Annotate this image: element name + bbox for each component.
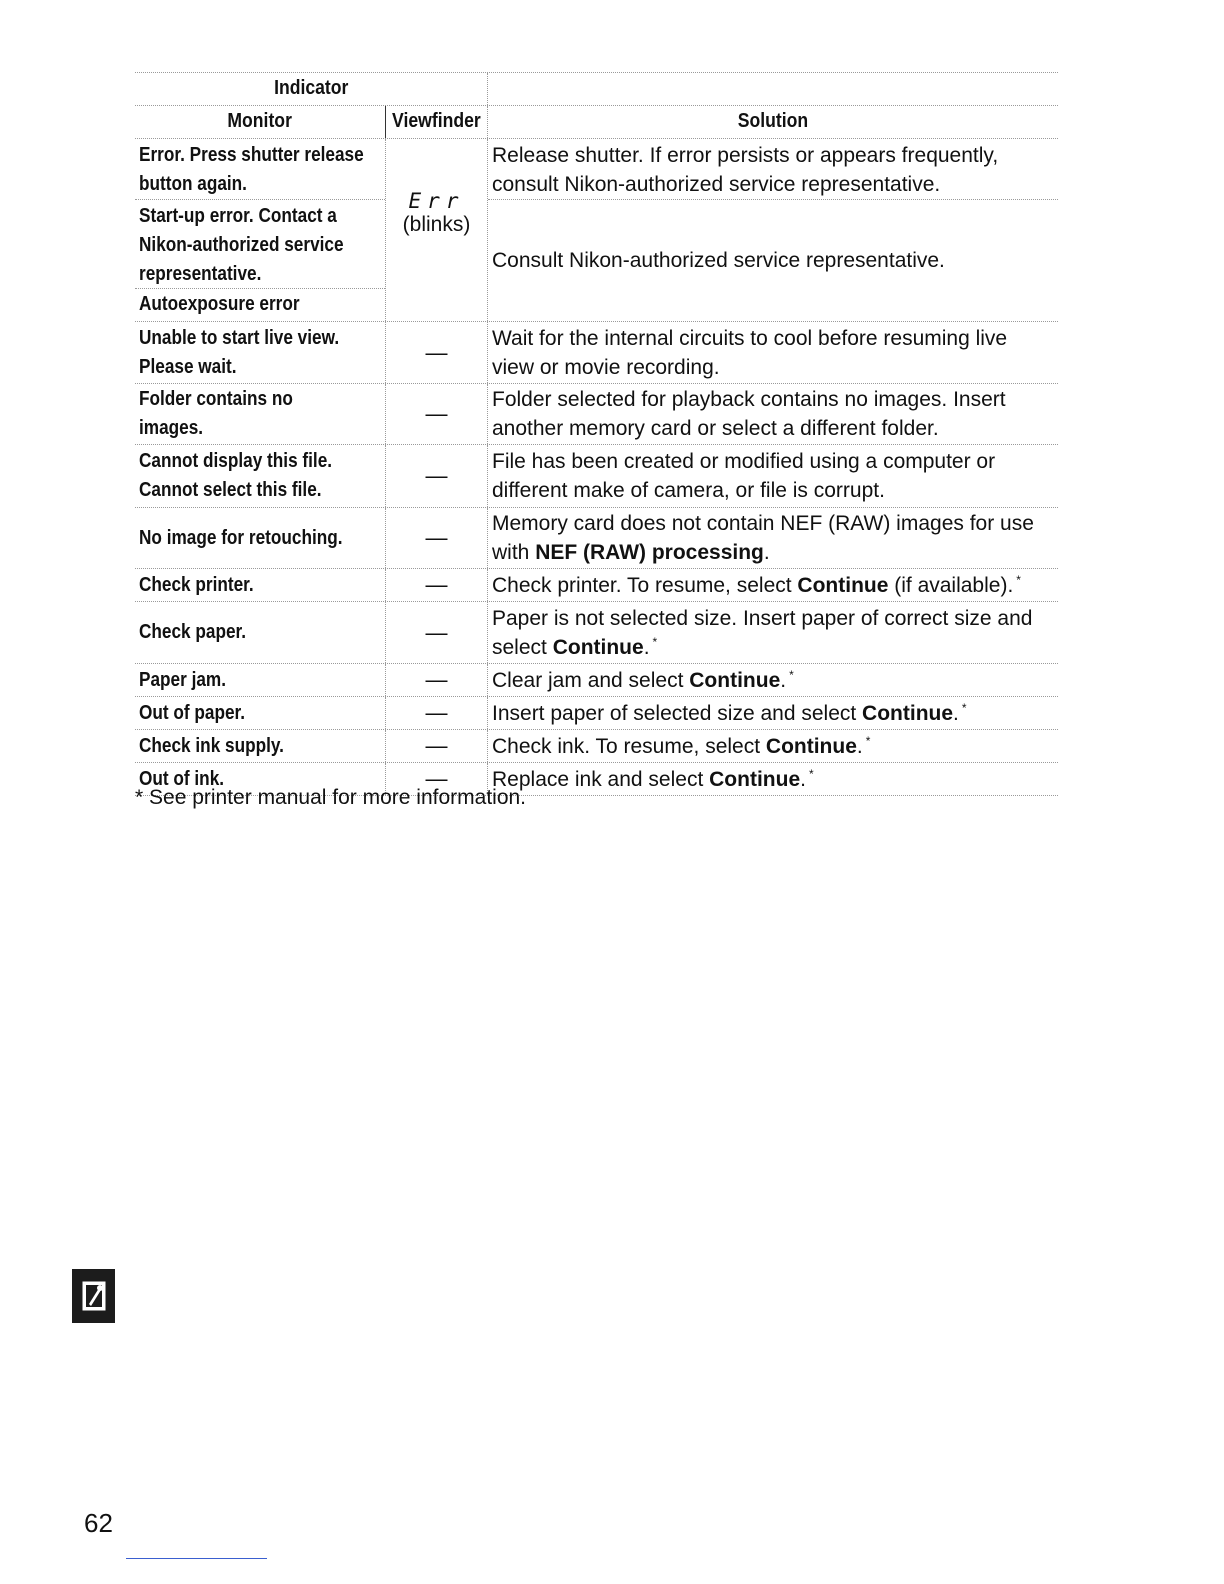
- footnote-mark: *: [865, 733, 871, 748]
- monitor-message: Check paper.: [139, 621, 247, 643]
- solution-text: Insert paper of selected size and select: [492, 701, 863, 725]
- viewfinder-dash: —: [425, 619, 448, 645]
- solution-text: Paper is not selected size. Insert paper of correct size and select: [492, 606, 1033, 659]
- viewfinder-cell: [385, 730, 488, 762]
- viewfinder-dash: —: [425, 401, 448, 426]
- monitor-message: Paper jam.: [139, 668, 227, 691]
- table-row: [135, 289, 385, 321]
- table-row: [135, 664, 1058, 697]
- footnote-mark: *: [789, 667, 794, 682]
- solution-cell: [488, 508, 1058, 568]
- table-footnote: * See printer manual for more information.: [135, 786, 527, 809]
- solution-cell: [488, 730, 1058, 762]
- solution-header-cell: [488, 106, 1058, 138]
- viewfinder-dash: —: [425, 700, 448, 725]
- footnote-mark: *: [961, 700, 967, 715]
- monitor-cell: [135, 602, 385, 663]
- indicator-header-cell: [135, 73, 488, 105]
- footnote-mark: *: [808, 766, 814, 781]
- monitor-cell: [135, 508, 385, 568]
- solution-cell: [488, 602, 1058, 663]
- viewfinder-cell: [385, 697, 488, 729]
- monitor-message: Cannot select this file.: [139, 479, 322, 501]
- viewfinder-cell: [385, 384, 488, 444]
- monitor-cell: [135, 569, 385, 601]
- viewfinder-dash: —: [425, 572, 448, 597]
- monitor-message: Out of ink.: [139, 767, 225, 790]
- monitor-cell: [135, 322, 385, 383]
- menu-option-name: Continue: [765, 734, 857, 758]
- table-row: [135, 697, 1058, 730]
- table-row: [135, 569, 1058, 602]
- err-group-solution-col: [488, 139, 1058, 321]
- monitor-message: Unable to start live view.: [139, 327, 340, 349]
- solution-text: Memory card does not contain NEF (RAW) images for use with: [492, 512, 1034, 564]
- footnote-mark: *: [652, 634, 658, 649]
- solution-text: Check printer. To resume, select: [492, 573, 798, 597]
- table-row: [135, 200, 385, 289]
- solution-text: Check ink. To resume, select: [492, 734, 766, 758]
- table-header-row-2: [135, 106, 1058, 139]
- menu-option-name: Continue: [709, 767, 801, 791]
- solution-text: .: [856, 734, 863, 758]
- solution-text: Release shutter. If error persists or appears frequently, consult Nikon-authorized service representative.: [488, 139, 1058, 200]
- table-header-row-1: [135, 72, 1058, 106]
- err-viewfinder-display: Err: [408, 189, 465, 213]
- viewfinder-dash: —: [425, 339, 448, 365]
- solution-text: Wait for the internal circuits to cool before resuming live view or movie recording.: [492, 326, 1008, 379]
- monitor-message: Autoexposure error: [139, 293, 300, 315]
- solution-text: Replace ink and select: [492, 767, 710, 791]
- viewfinder-cell: [385, 322, 488, 383]
- viewfinder-cell: [385, 569, 488, 601]
- viewfinder-header-cell: [385, 106, 488, 138]
- table-row: [135, 322, 1058, 384]
- monitor-cell: [135, 664, 385, 696]
- monitor-message: Check printer.: [139, 573, 254, 596]
- monitor-message: Folder contains no images.: [139, 388, 293, 439]
- err-blinks-label: (blinks): [402, 213, 471, 236]
- menu-option-name: Continue: [689, 668, 781, 692]
- menu-option-name: NEF (RAW) processing: [535, 541, 764, 564]
- viewfinder-header: Viewfinder: [392, 110, 481, 132]
- solution-text: File has been created or modified using a computer or different make of camera, or file is corrupt.: [492, 450, 996, 502]
- solution-text: .: [800, 767, 806, 791]
- solution-cell: [488, 763, 1058, 795]
- viewfinder-dash: —: [425, 525, 448, 550]
- viewfinder-dash: —: [425, 766, 448, 791]
- viewfinder-dash: —: [425, 733, 448, 758]
- viewfinder-cell: [385, 445, 488, 507]
- table-row: [135, 508, 1058, 569]
- monitor-message: button again.: [139, 173, 247, 195]
- monitor-message: representative.: [139, 263, 262, 285]
- solution-text: Consult Nikon-authorized service representative.: [492, 248, 945, 272]
- err-group-monitor-col: [135, 139, 385, 321]
- solution-text: .: [643, 635, 650, 659]
- monitor-cell: [135, 697, 385, 729]
- solution-header: Solution: [737, 110, 809, 132]
- monitor-message: Cannot display this file.: [139, 450, 333, 472]
- viewfinder-cell: [385, 664, 488, 696]
- viewfinder-cell: [385, 602, 488, 663]
- monitor-cell: [135, 730, 385, 762]
- monitor-message: Check ink supply.: [139, 734, 284, 757]
- monitor-header: Monitor: [227, 110, 293, 132]
- solution-text: .: [780, 668, 787, 692]
- table-row: [135, 384, 1058, 445]
- monitor-message: Please wait.: [139, 356, 237, 378]
- page-number: 62: [84, 1508, 113, 1538]
- indicator-header: Indicator: [273, 77, 349, 99]
- err-viewfinder-cell: [385, 139, 488, 321]
- menu-option-name: Continue: [797, 573, 889, 597]
- monitor-message: Nikon-authorized service: [139, 234, 344, 256]
- solution-cell: [488, 664, 1058, 696]
- monitor-message: Error. Press shutter release: [139, 144, 364, 166]
- table-row: [135, 602, 1058, 664]
- menu-option-name: Continue: [552, 635, 644, 659]
- solution-cell: [488, 697, 1058, 729]
- wrench-note-icon: [79, 1279, 109, 1313]
- page-link-rule: [126, 1558, 267, 1559]
- table-row: [135, 139, 385, 200]
- solution-text: (if available).: [888, 573, 1014, 597]
- monitor-header-cell: [135, 106, 385, 138]
- solution-header-spacer: [488, 73, 1058, 105]
- solution-text: Clear jam and select: [492, 668, 690, 692]
- viewfinder-dash: —: [425, 463, 448, 488]
- solution-cell: [488, 569, 1058, 601]
- err-group: [135, 139, 1058, 322]
- footnote-mark: *: [1016, 572, 1021, 587]
- viewfinder-cell: [385, 508, 488, 568]
- monitor-cell: [135, 445, 385, 507]
- solution-text: .: [763, 541, 770, 564]
- table-row: [135, 730, 1058, 763]
- table-row: [135, 445, 1058, 508]
- viewfinder-dash: —: [425, 667, 448, 692]
- monitor-message: Out of paper.: [139, 701, 246, 724]
- solution-text: .: [953, 701, 959, 725]
- menu-option-name: Continue: [862, 701, 954, 725]
- monitor-message: Start-up error. Contact a: [139, 205, 337, 227]
- monitor-message: No image for retouching.: [139, 526, 343, 549]
- monitor-cell: [135, 384, 385, 444]
- error-messages-table: [135, 72, 1058, 796]
- troubleshooting-tab-icon: [72, 1269, 115, 1323]
- solution-text: Folder selected for playback contains no images. Insert another memory card or select a different folder.: [492, 388, 1006, 440]
